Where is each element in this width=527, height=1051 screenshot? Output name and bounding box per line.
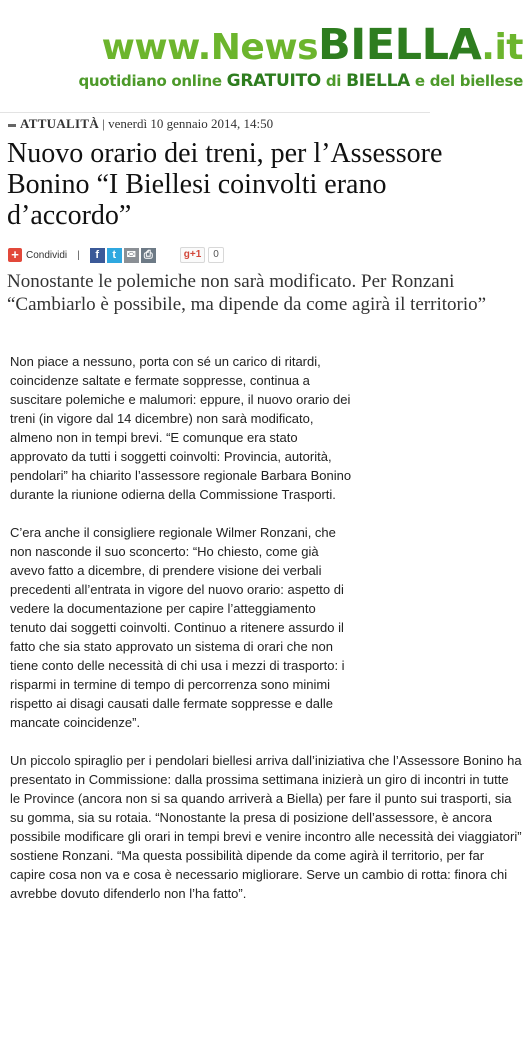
logo-it: .it bbox=[481, 27, 523, 68]
logo-www: www. bbox=[101, 27, 211, 68]
site-logo[interactable] bbox=[78, 20, 523, 91]
site-header bbox=[0, 0, 527, 108]
logo-tagline: quotidiano online GRATUITO di BIELLA e del biellese bbox=[78, 71, 523, 91]
dash-icon bbox=[8, 124, 16, 127]
share-separator: | bbox=[77, 249, 80, 261]
header-divider bbox=[0, 112, 430, 113]
plus-icon[interactable]: + bbox=[8, 248, 22, 262]
facebook-icon[interactable]: f bbox=[90, 248, 105, 263]
email-icon[interactable]: ✉ bbox=[124, 248, 139, 263]
logo-wordmark bbox=[78, 20, 523, 70]
logo-news: News bbox=[210, 27, 319, 68]
article-body bbox=[10, 352, 522, 903]
share-button[interactable]: Condividi bbox=[26, 249, 68, 261]
google-plus-button[interactable]: g+1 bbox=[180, 247, 206, 263]
share-bar bbox=[8, 247, 224, 263]
google-plus-count: 0 bbox=[208, 247, 224, 263]
article-kicker bbox=[8, 116, 273, 132]
twitter-icon[interactable]: t bbox=[107, 248, 122, 263]
article-paragraph: Non piace a nessuno, porta con sé un carico di ritardi, coincidenze saltate e fermate soppresse, continua a suscitare polemiche e malumori: eppure, il nuovo orario dei treni (in vigore dal 14 dicembre) non sarà modificato, almeno non in tempi brevi. “E comunque era stato approvato da tutti i soggetti coinvolti: Provincia, autorità, pendolari” ha chiarito l’assessore regionale Barbara Bonino durante la riunione odierna della Commissione Trasporti. bbox=[10, 354, 352, 502]
print-icon[interactable]: ⎙ bbox=[141, 248, 156, 263]
article-paragraph: Un piccolo spiraglio per i pendolari biellesi arriva dall’iniziativa che l’Assessore Bonino ha presentato in Commissione: dalla prossima settimana inizierà un giro di incontri in tutte le Province (ancora non si sa quando arriverà a Biella) per fare il punto sui trasporti, sia su gomma, sia su rotaia. “Nonostante la presa di posizione dell’assessore, è ancora possibile modificare gli orari in tempi brevi e venire incontro alle necessità dei viaggiatori” sostiene Ronzani. “Ma questa possibilità dipende da come agirà il territorio, per far capire cosa non va e cosa è necessario migliorare. Serve un cambio di rotta: finora chi avrebbe dovuto difenderlo non l’ha fatto”. bbox=[10, 753, 522, 901]
article-title: Nuovo orario dei treni, per l’Assessore Bonino “I Biellesi coinvolti erano d’accordo” bbox=[7, 138, 443, 231]
article-paragraph: C’era anche il consigliere regionale Wilmer Ronzani, che non nasconde il suo sconcerto: “Ho chiesto, come già avevo fatto a dicembre, di prendere visione dei verbali precedenti all’entrata in vigore del nuovo orario: aspetto di vedere la documentazione per capire l’atteggiamento tenuto dai soggetti coinvolti. Continuo a ritenere assurdo il fatto che sia stato approvato un sistema di orari che non tiene conto delle necessità di chi usa i mezzi di trasporto: i risparmi in termine di tempo di percorrenza sono minimi rispetto ai disagi causati dalle fermate soppresse e dalle mancate coincidenze”. bbox=[10, 525, 345, 730]
article-date: | venerdì 10 gennaio 2014, 14:50 bbox=[99, 116, 274, 131]
category-link[interactable]: ATTUALITÀ bbox=[20, 116, 100, 131]
article-subtitle: Nonostante le polemiche non sarà modificato. Per Ronzani “Cambiarlo è possibile, ma dipende da come agirà il territorio” bbox=[7, 271, 487, 315]
logo-biella: BIELLA bbox=[318, 20, 482, 70]
